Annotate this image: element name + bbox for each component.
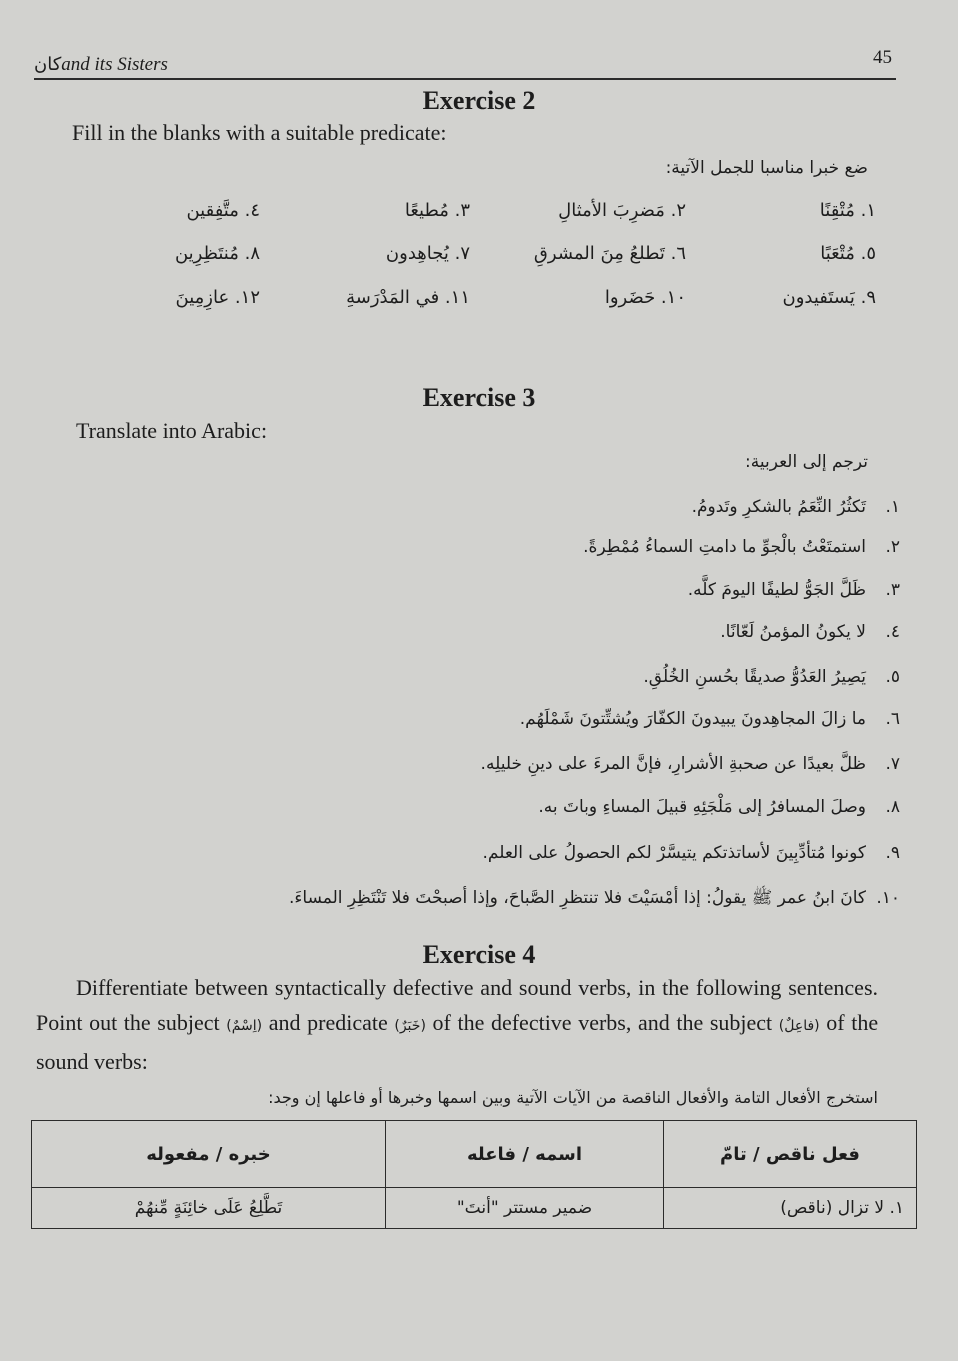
table-cell: ضمير مستتر "أنتَ" — [386, 1188, 664, 1229]
answer-item: ٢. مَضرِبَ الأمثالِ — [558, 200, 686, 221]
exercise-4-table — [31, 1120, 917, 1229]
exercise-2-instruction: Fill in the blanks with a suitable predicate: — [72, 120, 447, 145]
sentence-number: ٦. — [885, 709, 900, 729]
exercise-2-heading: Exercise 2 — [422, 86, 536, 115]
sentence-item — [643, 667, 900, 687]
sentence-text: كانَ ابنُ عمر ﷺ يقولُ: إذا أمْسَيْتَ فلا تنتظرِ الصَّباحَ، وإذا أصبحْتَ فلا تَنْتَظِرِ المساءَ. — [289, 888, 866, 908]
sentence-number: ٤. — [885, 622, 900, 642]
answer-item: ٦. تَطلعُ مِنَ المشرقِ — [533, 243, 686, 264]
sentence-text: يَصِيرُ العَدُوُّ صديقًا بحُسنِ الخُلُقِ. — [643, 667, 866, 687]
sentence-text: لا يكونُ المؤمنُ لَعّانًا. — [720, 622, 866, 642]
exercise-3-instruction-arabic: ترجم إلى العربية: — [744, 452, 868, 472]
sentence-text: ظلَّ بعيدًا عن صحبةِ الأشرارِ، فإنَّ المرءَ على دينِ خليلِه. — [480, 754, 866, 774]
sentence-item — [538, 797, 900, 817]
sentence-item — [720, 622, 900, 642]
sentence-text: وصلَ المسافرُ إلى مَلْجَئِهِ قبيلَ المساءِ وباتَ به. — [538, 797, 866, 817]
sentence-text: تَكثُرُ النِّعَمُ بالشكرِ وتَدومُ. — [691, 497, 866, 517]
page-number: 45 — [873, 47, 892, 68]
instruction-text: Differentiate between syntactically defective and sound verbs, in the following sentences. Point out the subject — [36, 975, 878, 1035]
sentence-number: ٣. — [885, 580, 900, 600]
instruction-text: and predicate — [268, 1010, 388, 1035]
arabic-term-khabar: (خَبَرٌ) — [394, 1018, 426, 1034]
sentence-item — [692, 497, 900, 517]
sentence-number: ٢. — [885, 537, 900, 557]
sentence-number: ٨. — [885, 797, 900, 817]
answer-item: ١. مُتْقِنًا — [819, 200, 876, 221]
instruction-text: of the defective verbs, and the subject — [432, 1010, 773, 1035]
sentence-item — [520, 709, 900, 729]
column-header: خبره / مفعوله — [32, 1121, 386, 1188]
column-header: فعل ناقص / تامّ — [664, 1121, 917, 1188]
sentence-item — [289, 887, 900, 912]
answer-item: ١٢. عازِمِينَ — [175, 287, 260, 308]
answer-item: ٨. مُنتَظِرِين — [174, 243, 260, 264]
running-title — [34, 54, 168, 76]
sentence-number: ٩. — [885, 843, 900, 863]
table-cell: تَطَّلِعُ عَلَى خائِنَةٍ مِّنهُمْ — [32, 1188, 386, 1229]
answer-item: ٩. يَستَفيدون — [782, 287, 876, 308]
sentence-number: ١. — [885, 497, 900, 517]
table-row — [32, 1188, 917, 1229]
answer-item: ٧. يُجاهِدون — [385, 243, 470, 264]
table-header-row — [32, 1121, 917, 1188]
answer-item: ١١. في المَدْرَسةِ — [346, 287, 470, 308]
running-header — [34, 47, 896, 80]
sentence-text: كونوا مُتأدِّبِينَ لأساتذتكم يتيسَّرْ لكم الحصولُ على العلم. — [482, 843, 866, 863]
sentence-text: ما زالَ المجاهِدونَ يبيدونَ الكفّارَ ويُشتِّتونَ شَمْلَهُم. — [519, 709, 866, 729]
answer-item: ٥. مُتْعَبًا — [820, 243, 876, 264]
exercise-4-instruction — [36, 970, 878, 1079]
running-title-arabic: كان — [34, 54, 62, 74]
sentence-item — [481, 754, 900, 774]
sentence-text: استمتَعْتُ بالْجوِّ ما دامتِ السماءُ مُمْطِرةً. — [583, 537, 866, 557]
exercise-3-instruction: Translate into Arabic: — [76, 418, 268, 443]
table-cell: ١. لا تزال (ناقص) — [664, 1188, 917, 1229]
exercise-2-instruction-arabic: ضع خبرا مناسبا للجمل الآتية: — [665, 158, 868, 178]
answer-item: ٣. مُطيعًا — [404, 200, 470, 221]
sentence-item — [583, 537, 900, 557]
sentence-number: ١٠. — [876, 888, 900, 908]
arabic-term-ism: (اِسْمٌ) — [226, 1018, 263, 1034]
exercise-4-heading: Exercise 4 — [422, 940, 536, 969]
sentence-number: ٧. — [885, 754, 900, 774]
arabic-term-faail: (فاعِلٌ) — [778, 1018, 820, 1034]
sentence-item — [483, 843, 901, 863]
instruction-text: of the sound verbs: — [36, 1010, 879, 1074]
exercise-4-instruction-arabic: استخرج الأفعال التامة والأفعال الناقصة من الآيات الآتية وبين اسمها وخبرها أو فاعلها إن وجد: — [268, 1088, 878, 1107]
exercise-3-heading: Exercise 3 — [422, 383, 536, 412]
answer-item: ١٠. حَضَروا — [604, 287, 686, 308]
column-header: اسمه / فاعله — [386, 1121, 664, 1188]
sentence-item — [688, 580, 900, 600]
answer-item: ٤. متَّفِقين — [186, 200, 260, 221]
sentence-number: ٥. — [885, 667, 900, 687]
sentence-text: ظَلَّ الجَوُّ لطيفًا اليومَ كلَّه. — [687, 580, 866, 600]
running-title-english: and its Sisters — [61, 54, 168, 75]
